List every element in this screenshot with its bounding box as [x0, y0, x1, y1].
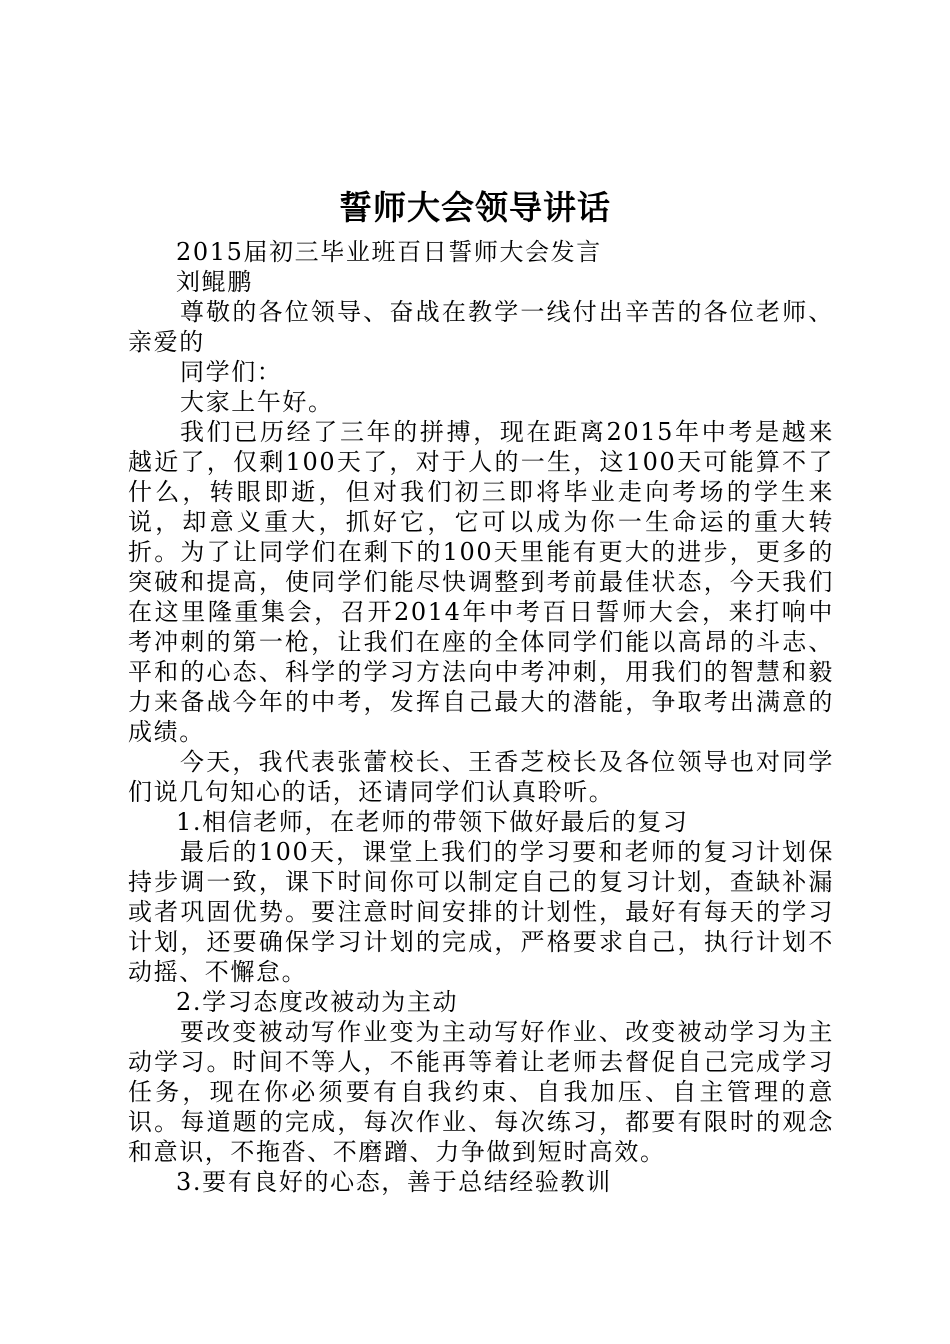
paragraph-body: 最后的100天，课堂上我们的学习要和老师的复习计划保持步调一致，课下时间你可以制定自己的复习计划，查缺补漏或者巩固优势。要注意时间安排的计划性，最好有每天的学习计划，还要确保学习计划的完成，严格要求自己，执行计划不动摇、不懈怠。 — [128, 838, 834, 986]
paragraph-heading-line: 2015届初三毕业班百日誓师大会发言 — [176, 238, 602, 266]
document-body — [128, 237, 834, 1197]
paragraph-section-heading: 2.学习态度改被动为主动 — [176, 988, 459, 1016]
paragraph-body: 我们已历经了三年的拼搏，现在距离2015年中考是越来越近了，仅剩100天了，对于人的一生，这100天可能算不了什么，转眼即逝，但对我们初三即将毕业走向考场的学生来说，却意义重大，抓好它，它可以成为你一生命运的重大转折。为了让同学们在剩下的100天里能有更大的进步，更多的突破和提高，使同学们能尽快调整到考前最佳状态，今天我们在这里隆重集会，召开2014年中考百日誓师大会，来打响中考冲刺的第一枪，让我们在座的全体同学们能以高昂的斗志、平和的心态、科学的学习方法向中考冲刺，用我们的智慧和毅力来备战今年的中考，发挥自己最大的潜能，争取考出满意的成绩。 — [128, 418, 834, 746]
paragraph-salutation-cont: 同学们： — [180, 358, 283, 386]
paragraph-greeting: 大家上午好。 — [180, 388, 334, 416]
paragraph-body: 今天，我代表张蕾校长、王香芝校长及各位领导也对同学们说几句知心的话，还请同学们认真聆听。 — [128, 748, 834, 806]
paragraph-author: 刘鲲鹏 — [176, 268, 253, 296]
paragraph-body: 要改变被动写作业变为主动写好作业、改变被动学习为主动学习。时间不等人，不能再等着让老师去督促自己完成学习任务，现在你必须要有自我约束、自我加压、自主管理的意识。每道题的完成，每次作业、每次练习，都要有限时的观念和意识，不拖沓、不磨蹭、力争做到短时高效。 — [128, 1018, 834, 1166]
paragraph-salutation: 尊敬的各位领导、奋战在教学一线付出辛苦的各位老师、亲爱的 — [128, 298, 834, 356]
paragraph-section-heading: 1.相信老师，在老师的带领下做好最后的复习 — [176, 808, 689, 836]
document-title: 誓师大会领导讲话 — [339, 188, 611, 227]
paragraph-section-heading: 3.要有良好的心态，善于总结经验教训 — [176, 1168, 612, 1196]
